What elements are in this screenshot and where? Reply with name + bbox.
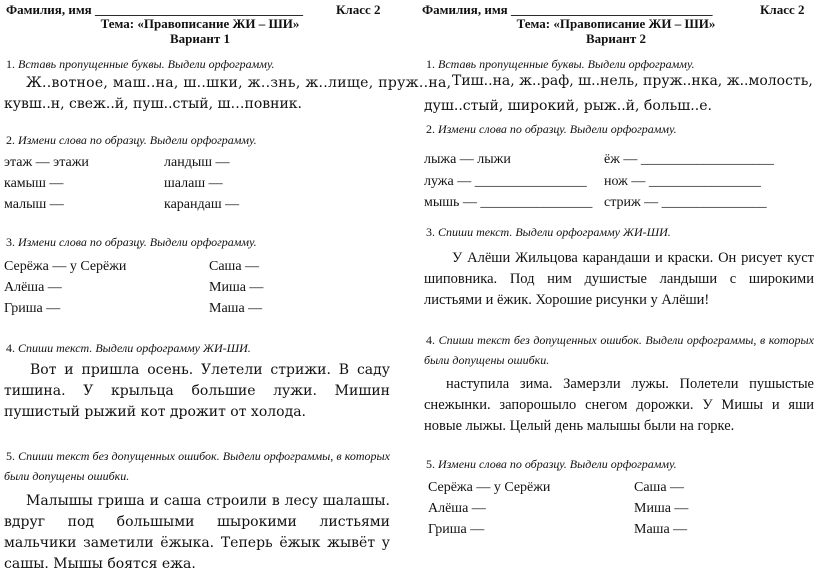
task-text: Измени слова по образцу. Выдели орфограмму. <box>18 133 257 147</box>
word-pair: Гриша — <box>428 522 485 537</box>
task-1-line-1: Ж..вотное, маш..на, ш..шки, ж..знь, ж..лище, пруж..на, <box>26 75 452 91</box>
task-text: Вставь пропущенные буквы. Выдели орфограмму. <box>438 57 695 71</box>
word-pair: Саша — <box>209 259 260 274</box>
task-text: Измени слова по образцу. Выдели орфограмму. <box>438 122 677 136</box>
task-3-instruction <box>6 235 257 250</box>
word-pair: ландыш — <box>164 155 230 170</box>
task-text: Вставь пропущенные буквы. Выдели орфограмму. <box>18 57 275 71</box>
task-1-line-1: Тиш..на, ж..раф, ш..нель, пруж..нка, ж..молость, <box>452 73 813 89</box>
task-text: Спиши текст. Выдели орфограмму ЖИ-ШИ. <box>438 225 671 239</box>
word-pair: Маша — <box>634 522 688 537</box>
name-field-label: Фамилия, имя ________________________________ <box>6 2 303 17</box>
task-text: Измени слова по образцу. Выдели орфограмму. <box>438 457 677 471</box>
task-5-text: Малышы гриша и саша строили в лесу шалашы. вдруг под большыми шырокими листьями мальчики заметили ёжыка. Теперь ёжык жывёт у сашы. Мышы боятся ежа. <box>4 493 390 572</box>
word-pair: лыжа — лыжи <box>424 152 511 167</box>
task-number: 5. <box>426 457 435 471</box>
task-number: 1. <box>6 57 15 71</box>
word-pair: малыш — <box>4 197 64 212</box>
task-3-instruction <box>426 225 671 240</box>
task-number: 4. <box>6 341 15 355</box>
task-5-instruction <box>426 457 677 472</box>
word-pair: Миша — <box>209 280 264 295</box>
task-number: 2. <box>6 133 15 147</box>
task-1-instruction <box>426 57 695 72</box>
word-pair: Миша — <box>634 501 689 516</box>
word-pair: Серёжа — у Серёжи <box>428 480 551 495</box>
word-pair: Гриша — <box>4 301 61 316</box>
task-4-instruction <box>424 330 814 370</box>
class-label: Класс 2 <box>760 2 805 17</box>
word-pair: Маша — <box>209 301 263 316</box>
task-number: 1. <box>426 57 435 71</box>
word-pair: Серёжа — у Серёжи <box>4 259 127 274</box>
task-4-text: Вот и пришла осень. Улетели стрижи. В саду тишина. У крыльца большие лужи. Мишин пушистый рыжий кот дрожит от холода. <box>4 362 390 420</box>
task-text: Спиши текст без допущенных ошибок. Выдели орфограммы, в которых были допущены ошибки. <box>424 333 815 367</box>
task-3-text: У Алёши Жильцова карандаши и краски. Он рисует куст шиповника. Под ним душистые ландыши с широкими листьями и ёжик. Хорошие рисунки у Алёши! <box>424 250 814 308</box>
name-field-label: Фамилия, имя _______________________________ <box>422 2 713 17</box>
task-1-line-2: кувш..н, свеж..й, пуш..стый, ш…повник. <box>4 96 302 112</box>
word-pair: Саша — <box>634 480 685 495</box>
task-number: 4. <box>426 333 435 347</box>
task-2-instruction <box>6 133 257 148</box>
task-1-instruction <box>6 57 275 72</box>
task-number: 3. <box>426 225 435 239</box>
word-pair: камыш — <box>4 176 64 191</box>
word-pair: лужа — ________________ <box>424 174 587 189</box>
topic-title: Тема: «Правописание ЖИ – ШИ» <box>516 16 716 31</box>
variant-label: Вариант 2 <box>585 31 647 46</box>
class-label: Класс 2 <box>336 2 381 17</box>
task-5-instruction <box>4 446 390 486</box>
word-pair: карандаш — <box>164 197 240 212</box>
task-1-line-2: душ..стый, широкий, рыж..й, больш..е. <box>424 98 712 114</box>
worksheet-variant-2 <box>416 0 816 551</box>
task-4-instruction <box>6 341 251 356</box>
task-2-instruction <box>426 122 677 137</box>
variant-label: Вариант 1 <box>169 31 231 46</box>
word-pair: Алёша — <box>428 501 486 516</box>
word-pair: стриж — _______________ <box>604 195 767 210</box>
word-pair: шалаш — <box>164 176 223 191</box>
topic-title: Тема: «Правописание ЖИ – ШИ» <box>100 16 300 31</box>
task-text: Спиши текст без допущенных ошибок. Выдели орфограммы, в которых были допущены ошибки. <box>4 449 391 483</box>
word-pair: ёж — ___________________ <box>604 152 774 167</box>
task-number: 2. <box>426 122 435 136</box>
word-pair: этаж — этажи <box>4 155 89 170</box>
task-text: Спиши текст. Выдели орфограмму ЖИ-ШИ. <box>18 341 251 355</box>
word-pair: нож — ________________ <box>604 174 761 189</box>
task-4-text: наступила зима. Замерзли лужы. Полетели пушыстые снежынки. запорошыло снегом дорожки. У Мишы и яши новые лыжы. Целый день малышы были на горке. <box>424 376 814 434</box>
word-pair: мышь — ________________ <box>424 195 593 210</box>
task-text: Измени слова по образцу. Выдели орфограмму. <box>18 235 257 249</box>
task-number: 5. <box>6 449 15 463</box>
word-pair: Алёша — <box>4 280 62 295</box>
task-number: 3. <box>6 235 15 249</box>
